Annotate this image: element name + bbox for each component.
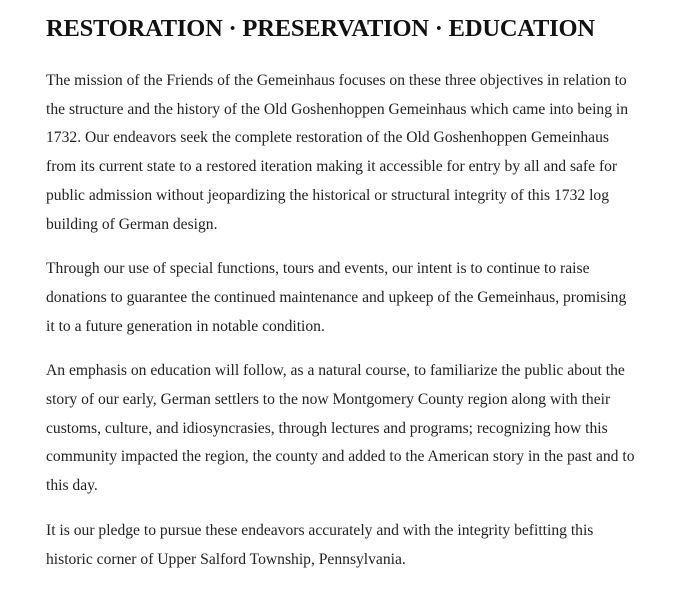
pledge-paragraph: It is our pledge to pursue these endeavors accurately and with the integrity befitting this historic corner of Upper Salford Township, Pennsylvania. [46, 521, 594, 568]
mission-paragraph: The mission of the Friends of the Gemeinhaus focuses on these three objectives in relation to the structure and the history of the Old Goshenhoppen Gemeinhaus which came into being in 1732. Our endeavors seek the complete restoration of the Old Goshenhoppen Gemeinhaus from its current state to a restored iteration making it accessible for entry by all and safe for public admission without jeopardizing the historical or structural integrity of this 1732 log building of German design. [46, 72, 629, 233]
functions-paragraph: Through our use of special functions, tours and events, our intent is to continue to raise donations to guarantee the continued maintenance and upkeep of the Gemeinhaus, promising it to a future generation in notable condition. [46, 260, 627, 335]
section-heading: RESTORATION · PRESERVATION · EDUCATION [46, 15, 595, 42]
education-paragraph: An emphasis on education will follow, as a natural course, to familiarize the public about the story of our early, German settlers to the now Montgomery County region along with their customs, culture, and idiosyncrasies, through lectures and programs; recognizing how this community impacted the region, the county and added to the American story in the past and to this day. [46, 362, 635, 495]
mission-section [46, 14, 636, 590]
